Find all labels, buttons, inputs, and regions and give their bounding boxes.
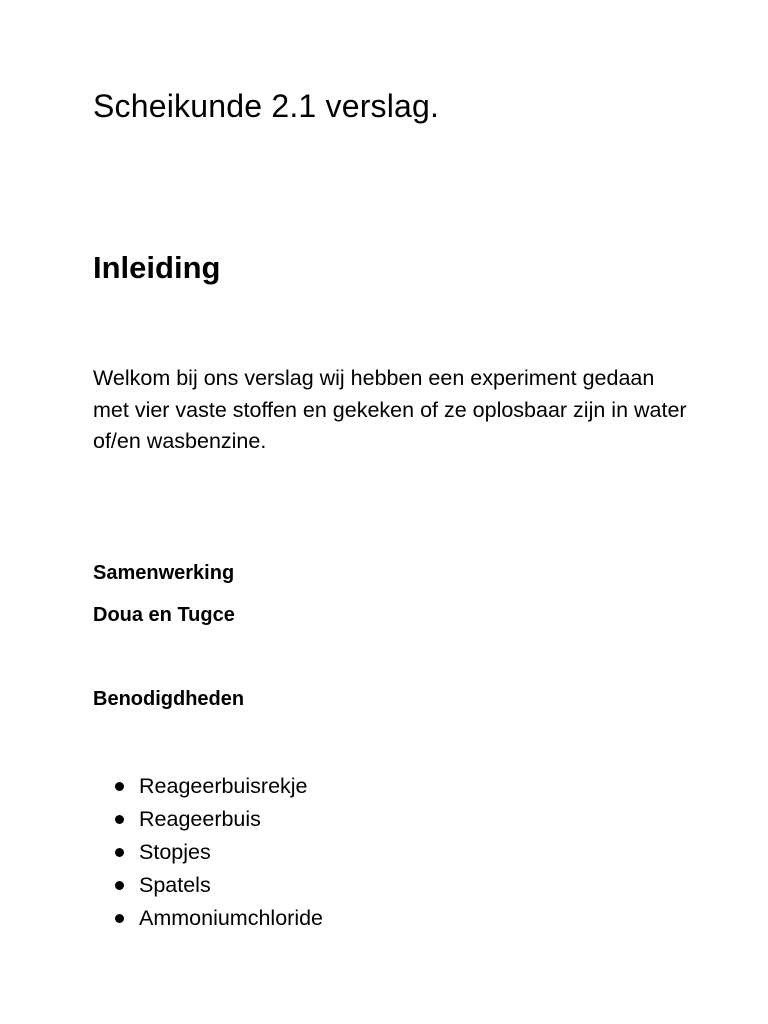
intro-paragraph: Welkom bij ons verslag wij hebben een experiment gedaan met vier vaste stoffen en gekeken of ze oplosbaar zijn in water of/en wasbenzine.	[93, 366, 687, 453]
list-item	[93, 770, 323, 803]
list-item	[93, 869, 323, 902]
materials-heading: Benodigdheden	[93, 688, 245, 710]
list-item	[93, 803, 323, 836]
bullet-icon	[115, 914, 124, 923]
materials-list	[93, 770, 323, 935]
bullet-icon	[115, 815, 124, 824]
list-item-label: Stopjes	[139, 840, 211, 864]
list-item	[93, 902, 323, 935]
collaboration-label: Samenwerking	[93, 562, 235, 584]
list-item-label: Spatels	[139, 873, 211, 897]
list-item	[93, 836, 323, 869]
list-item-label: Reageerbuis	[139, 807, 261, 831]
bullet-icon	[115, 881, 124, 890]
bullet-icon	[115, 782, 124, 791]
list-item-label: Ammoniumchloride	[139, 906, 324, 930]
list-item-label: Reageerbuisrekje	[139, 774, 308, 798]
intro-heading: Inleiding	[93, 250, 221, 285]
collaborators-names: Doua en Tugce	[93, 604, 235, 626]
bullet-icon	[115, 848, 124, 857]
document-title: Scheikunde 2.1 verslag.	[93, 88, 440, 124]
